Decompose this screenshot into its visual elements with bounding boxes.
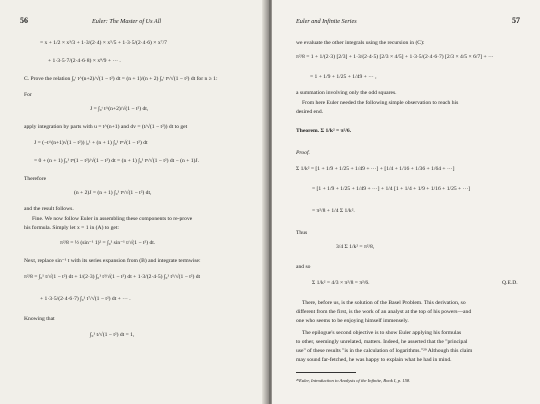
- proof-step-1: Σ 1/k² = [1 + 1/9 + 1/25 + 1/49 + ···] + [1/4 + 1/16 + 1/36 + 1/64 + ···]: [296, 166, 455, 172]
- odd-squares-series: = 1 + 1/9 + 1/25 + 1/49 + ··· ,: [310, 74, 377, 80]
- proof-step-2: = [1 + 1/9 + 1/25 + 1/49 + ···] + 1/4 [1 + 1/4 + 1/9 + 1/16 + 1/25 + ···]: [312, 186, 471, 192]
- text-knowing-that: Knowing that: [24, 316, 55, 322]
- footnote: ²⁹Euler, Introduction to Analysis of the Infinite, Book I, p. 158.: [296, 378, 411, 383]
- right-page: [272, 0, 540, 404]
- recursion-series: π²/8 = 1 + 1/(2·3) [2/3] + 1·3/(2·4·5) [2/3 × 4/5] + 1·3·5/(2·4·6·7) [2/3 × 4/5 × 6/7] + ···: [296, 54, 494, 60]
- j-expansion-1: J = (−t^(n+1)√(1 − t²)) |₀¹ + (n + 1) ∫₀¹ tⁿ√(1 − t²) dt: [34, 140, 148, 146]
- paragraph-line-1: Fine. We now follow Euler in assembling these components to re-prove: [32, 216, 193, 222]
- j-result: (n + 2)J = (n + 1) ∫₀¹ tⁿ/√(1 − t²) dt,: [74, 190, 152, 196]
- series-line-2: + 1·3·5·7/(2·4·6·8) × x⁹/9 + ··· .: [48, 58, 121, 64]
- odd-squares-note: a summation involving only the odd squares.: [296, 90, 397, 96]
- proof-step-3: = π²/8 + 1/4 Σ 1/k².: [312, 208, 355, 214]
- right-page-number: 57: [512, 16, 520, 25]
- part-c-statement: C. Prove the relation ∫₀ᵗ t^(n+2)/√(1 − t²) dt = (n + 1)/(n + 2) ∫₀ᵗ tⁿ/√(1 − t²) dt for n ≥ 1:: [24, 76, 218, 82]
- left-page: [0, 0, 268, 404]
- epilogue-paragraph-1: The epilogue's second objective is to show Euler applying his formulas: [302, 330, 462, 336]
- basel-paragraph-1: There, before us, is the solution of the Basel Problem. This derivation, so: [302, 300, 466, 306]
- evaluate-intro: we evaluate the other integrals using the recursion in (C):: [296, 40, 425, 46]
- j-definition: J = ∫₀ᵗ t^(n+2)/√(1 − t²) dt,: [90, 106, 149, 112]
- paragraph-line-2: his formula. Simply let x = 1 in (A) to get:: [24, 225, 119, 231]
- replace-instruction: Next, replace sin⁻¹ t with its series expansion from (B) and integrate termwise:: [24, 258, 201, 264]
- theorem-statement: Theorem. Σ 1/k² = π²/6.: [296, 128, 352, 134]
- series-line-1: = x + 1/2 × x³/3 + 1·3/(2·4) × x⁵/5 + 1·3·5/(2·4·6) × x⁷/7: [40, 40, 167, 46]
- epilogue-paragraph-2: to other, seemingly unrelated, matters. Indeed, he asserted that the "principal: [296, 339, 468, 345]
- observation-line-1: From here Euler needed the following simple observation to reach his: [302, 100, 459, 106]
- left-page-number: 56: [20, 16, 28, 25]
- observation-line-2: desired end.: [296, 109, 324, 115]
- proof-label: Proof.: [296, 150, 310, 156]
- left-running-head: Euler: The Master of Us All: [92, 18, 162, 25]
- basel-paragraph-2: different from the first, is the work of an analyst at the top of his powers—and: [296, 309, 472, 315]
- parts-instruction: apply integration by parts with u = t^(n+1) and dv = (t/√(1 − t²)) dt to get: [24, 124, 188, 130]
- pi-squared-over-8: π²/8 = ½ (sin⁻¹ 1)² = ∫₀¹ sin⁻¹ t/√(1 − t²) dt.: [60, 240, 156, 246]
- termwise-series-2: + 1·3·5/(2·4·6·7) ∫₀¹ t⁷/√(1 − t²) dt + ··· .: [40, 296, 131, 302]
- three-quarters-sum: 3/4 Σ 1/k² = π²/8,: [336, 244, 375, 250]
- termwise-series-1: π²/8 = ∫₀¹ t/√(1 − t²) dt + 1/(2·3) ∫₀¹ t³/√(1 − t²) dt + 1·3/(2·4·5) ∫₀¹ t⁵/√(1 − t²) dt: [24, 274, 201, 280]
- text-thus: Thus: [296, 230, 308, 236]
- text-result-follows: and the result follows.: [24, 206, 74, 212]
- epilogue-paragraph-4: may sound far-fetched, he was happy to explain what he had in mind.: [296, 357, 452, 363]
- j-expansion-2: = 0 + (n + 1) ∫₀¹ tⁿ(1 − t²)/√(1 − t²) dt = (n + 1) ∫₀¹ tⁿ/√(1 − t²) dt − (n + 1)J.: [34, 158, 199, 164]
- qed-mark: Q.E.D.: [502, 280, 518, 286]
- text-therefore: Therefore: [24, 176, 47, 182]
- basel-paragraph-3: one who seems to be enjoying himself immensely.: [296, 318, 409, 324]
- epilogue-paragraph-3: use" of these results "is in the calculation of logarithms."²⁹ Although this claim: [296, 348, 473, 354]
- text-for: For: [24, 92, 32, 98]
- footnote-rule: [296, 372, 356, 373]
- text-and-so: and so: [296, 264, 311, 270]
- integral-equals-one: ∫₀¹ t/√(1 − t²) dt = 1,: [90, 332, 135, 338]
- final-sum: Σ 1/k² = 4/3 × π²/8 = π²/6.: [312, 280, 370, 286]
- right-running-head: Euler and Infinite Series: [296, 18, 357, 25]
